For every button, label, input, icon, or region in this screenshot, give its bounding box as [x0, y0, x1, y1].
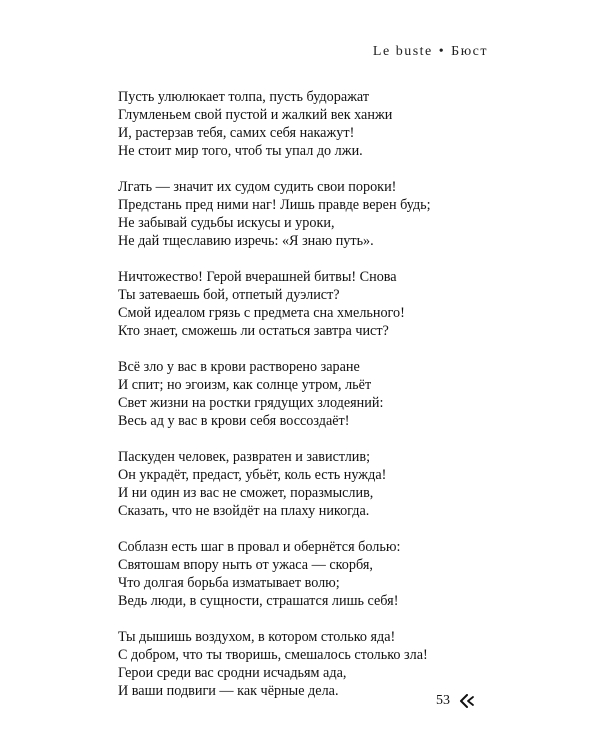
poem-line: И ни один из вас не сможет, поразмыслив, [118, 485, 374, 501]
poem-line: Смой идеалом грязь с предмета сна хмельного! [118, 305, 405, 321]
poem-line: Ведь люди, в сущности, страшатся лишь себя! [118, 593, 399, 609]
poem-line: Герои среди вас сродни исчадьям ада, [118, 665, 347, 681]
stanza-2 [118, 178, 498, 250]
poem-line: Соблазн есть шаг в провал и обернётся болью: [118, 539, 401, 555]
page-footer [436, 693, 475, 709]
poem-line: Святошам впору ныть от ужаса — скорбя, [118, 557, 373, 573]
poem-body [118, 88, 498, 718]
poem-line: Ничтожество! Герой вчерашней битвы! Снова [118, 269, 397, 285]
poem-line: Глумленьем свой пустой и жалкий век ханжи [118, 107, 393, 123]
poem-line: Не дай тщеславию изречь: «Я знаю путь». [118, 233, 374, 249]
stanza-6 [118, 538, 498, 610]
poem-line: И ваши подвиги — как чёрные дела. [118, 683, 339, 699]
poem-line: Свет жизни на ростки грядущих злодеяний: [118, 395, 384, 411]
poem-line: Паскуден человек, развратен и завистлив; [118, 449, 371, 465]
running-header [373, 44, 488, 60]
poem-line: Сказать, что не взойдёт на плаху никогда. [118, 503, 370, 519]
header-title-french: Le buste [372, 44, 433, 59]
double-chevron-left-icon [459, 694, 475, 708]
header-title-russian: Бюст [451, 44, 488, 59]
poem-line: И спит; но эгоизм, как солнце утром, льёт [118, 377, 372, 393]
stanza-5 [118, 448, 498, 520]
poem-line: Ты затеваешь бой, отпетый дуэлист? [118, 287, 340, 303]
page-number: 53 [436, 693, 450, 708]
stanza-3 [118, 268, 498, 340]
poem-line: Предстань пред ними наг! Лишь правде верен будь; [118, 197, 431, 213]
stanza-7 [118, 628, 498, 700]
poem-line: Что долгая борьба изматывает волю; [118, 575, 340, 591]
poem-line: С добром, что ты творишь, смешалось столько зла! [118, 647, 428, 663]
header-separator: • [438, 44, 446, 59]
poem-line: Весь ад у вас в крови себя воссоздаёт! [118, 413, 350, 429]
poem-line: И, растерзав тебя, самих себя накажут! [118, 125, 355, 141]
poem-line: Всё зло у вас в крови растворено заране [118, 359, 360, 375]
poem-line: Лгать — значит их судом судить свои пороки! [118, 179, 397, 195]
stanza-4 [118, 358, 498, 430]
poem-line: Пусть улюлюкает толпа, пусть будоражат [118, 89, 370, 105]
poem-line: Кто знает, сможешь ли остаться завтра чист? [118, 323, 389, 339]
stanza-1 [118, 88, 498, 160]
poem-line: Ты дышишь воздухом, в котором столько яда! [118, 629, 396, 645]
poem-line: Не стоит мир того, чтоб ты упал до лжи. [118, 143, 363, 159]
poem-line: Не забывай судьбы искусы и уроки, [118, 215, 335, 231]
poem-line: Он украдёт, предаст, убьёт, коль есть нужда! [118, 467, 387, 483]
